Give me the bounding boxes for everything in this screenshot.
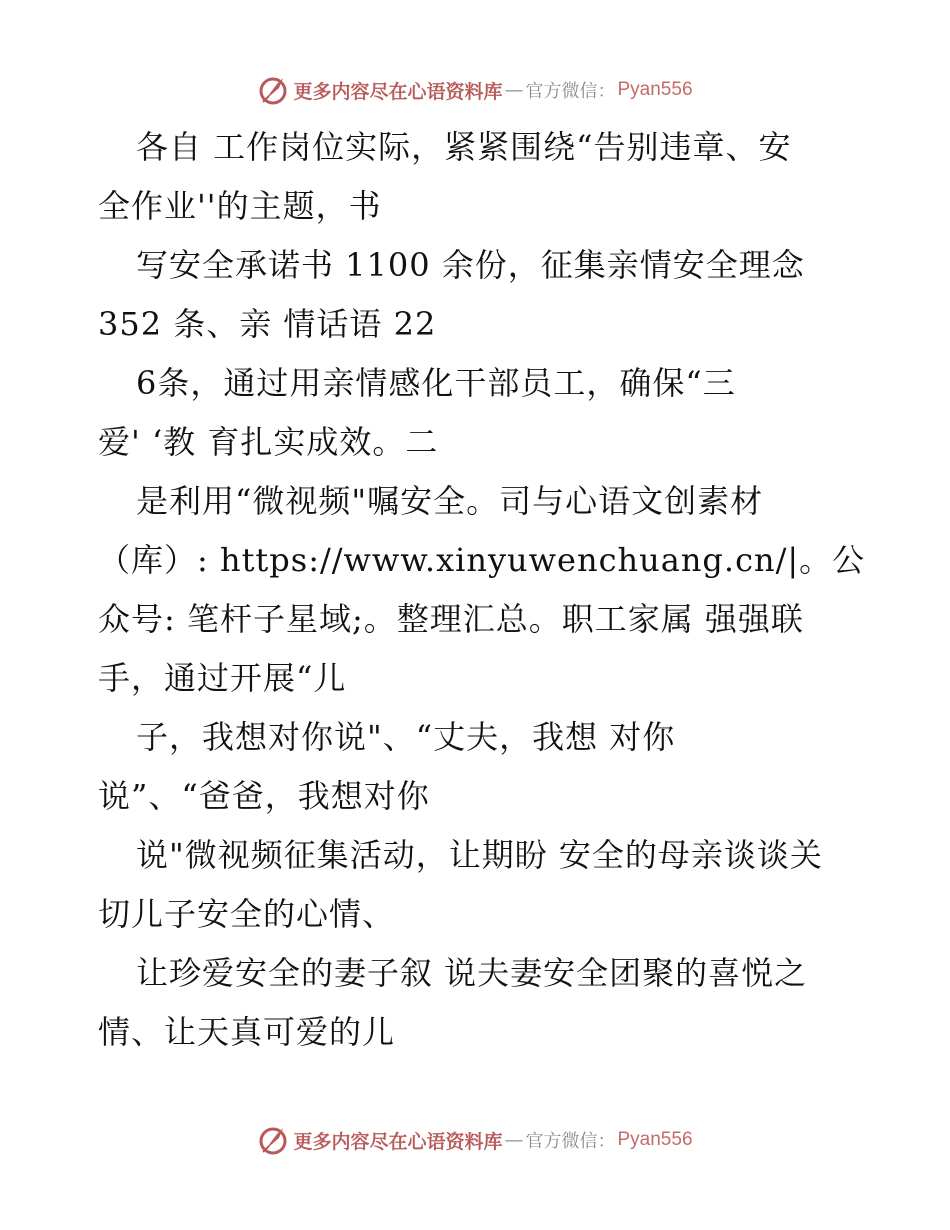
text-line: 情、让天真可爱的儿 xyxy=(98,1013,396,1051)
text-line: 众号: 笔杆子星域;。整理汇总。职工家属 强强联 xyxy=(98,600,804,638)
text-line: 6条，通过用亲情感化干部员工，确保“三 xyxy=(136,364,736,402)
text-line: 全作业''的主题，书 xyxy=(98,187,382,225)
text-line: 是利用“微视频"嘱安全。司与心语文创素材 xyxy=(136,482,764,520)
banner-dash: — xyxy=(504,1129,524,1151)
text-line: 352 条、亲 情话语 22 xyxy=(98,305,437,343)
text-line: 手，通过开展“儿 xyxy=(98,659,347,697)
quill-logo-icon xyxy=(257,1124,289,1156)
footer-banner xyxy=(0,1120,950,1160)
banner-dash: — xyxy=(504,79,524,101)
text-line: 爱' ‘教 育扎实成效。二 xyxy=(98,423,439,461)
text-line: 说"微视频征集活动，让期盼 安全的母亲谈谈关 xyxy=(136,836,823,874)
text-line: （库）: https://www.xinyuwenchuang.cn/|。公 xyxy=(98,541,866,579)
text-line: 写安全承诺书 1100 余份，征集亲情安全理念 xyxy=(136,246,805,284)
banner-wechat-label: 官方微信： xyxy=(525,81,616,102)
banner-main-text: 更多内容尽在心语资料库 xyxy=(293,80,503,103)
banner-wechat-id: Pyan556 xyxy=(617,1129,693,1150)
banner-main-text: 更多内容尽在心语资料库 xyxy=(293,1130,503,1153)
text-line: 子，我想对你说"、“丈夫，我想 对你 xyxy=(136,718,676,756)
text-line: 各自 工作岗位实际，紧紧围绕“告别违章、安 xyxy=(136,128,792,166)
text-line: 说”、“爸爸，我想对你 xyxy=(98,777,430,815)
banner-wechat-id: Pyan556 xyxy=(617,79,693,100)
text-line: 让珍爱安全的妻子叙 说夫妻安全团聚的喜悦之 xyxy=(136,954,808,992)
banner-wechat-label: 官方微信： xyxy=(525,1131,616,1152)
text-line: 切儿子安全的心情、 xyxy=(98,895,396,933)
